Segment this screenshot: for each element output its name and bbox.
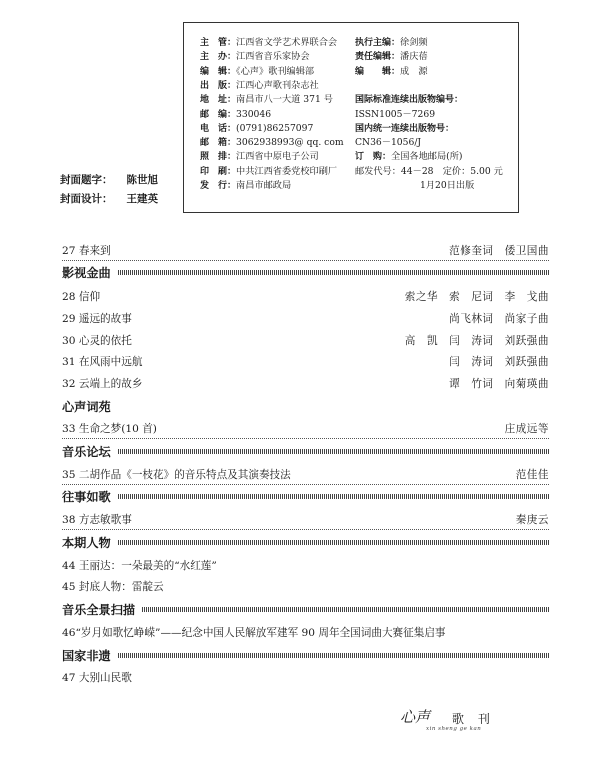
masthead-row	[200, 51, 310, 63]
masthead-label: 出 版：	[200, 80, 237, 91]
masthead-value: 江西省文学艺术界联合会	[236, 37, 338, 48]
section-music-panorama	[62, 601, 549, 619]
section-title: 音乐论坛	[62, 443, 117, 461]
toc-entry-46[interactable]	[62, 626, 549, 640]
section-title: 国家非遗	[62, 647, 117, 665]
toc-title: 45 封底人物：雷靛云	[62, 581, 164, 593]
section-rule	[62, 270, 549, 275]
masthead-label: 地 址：	[200, 95, 237, 106]
section-past-as-song	[62, 488, 549, 506]
masthead-row	[200, 94, 333, 106]
section-title: 音乐全景扫描	[62, 601, 141, 619]
masthead-label: 国内统一连续出版物号：	[355, 123, 455, 134]
logo-pinyin: xin sheng ge kan	[426, 726, 482, 732]
toc-authors: 庄成远等	[504, 423, 549, 435]
toc-title: 31 在风雨中远航	[62, 356, 143, 368]
toc-entry-33[interactable]	[62, 422, 549, 439]
masthead-value: 南昌市八一大道 371 号	[236, 94, 333, 106]
masthead-label: 发 行：	[200, 181, 237, 191]
masthead-value: 1月20日出版	[420, 180, 475, 191]
toc-title: 28 信仰	[62, 291, 101, 303]
toc-title: 30 心灵的依托	[62, 335, 132, 347]
section-rule	[62, 449, 549, 454]
masthead-row	[355, 66, 428, 78]
toc-entry-45[interactable]	[62, 580, 549, 594]
section-rule	[62, 540, 549, 545]
masthead-row	[200, 109, 271, 121]
masthead-label: 电 话：	[200, 123, 237, 134]
masthead-row	[355, 51, 428, 63]
masthead-value: 徐剑频	[400, 37, 428, 48]
masthead-value: 成 源	[400, 65, 428, 77]
masthead-value: 3062938993@ qq. com	[236, 137, 344, 149]
masthead-row	[200, 37, 337, 49]
toc-entry-27[interactable]	[62, 244, 549, 261]
masthead-label: 主 办：	[200, 52, 237, 63]
section-music-forum	[62, 443, 549, 461]
masthead-label: 主 管：	[200, 38, 237, 48]
toc-entry-28[interactable]	[62, 290, 549, 304]
section-national-heritage	[62, 647, 549, 665]
toc-title: 33 生命之梦(10 首)	[62, 423, 157, 435]
toc-authors: 尚飞林词 尚家子曲	[449, 313, 549, 325]
logo-name: 歌 刊	[452, 712, 495, 726]
masthead-row	[355, 123, 454, 135]
toc-entry-30[interactable]	[62, 334, 549, 348]
masthead-value: 潘庆蓓	[400, 51, 428, 63]
toc-title: 27 春来到	[62, 245, 111, 257]
masthead-value: 中共江西省委党校印刷厂	[236, 165, 338, 177]
section-title: 往事如歌	[62, 488, 117, 506]
toc-entry-32[interactable]	[62, 377, 549, 391]
toc-title: 32 云端上的故乡	[62, 378, 143, 390]
toc-authors: 秦庚云	[515, 514, 549, 526]
credit-value: 陈世旭	[126, 174, 158, 186]
masthead-label: 邮 编：	[200, 109, 237, 120]
masthead-row	[355, 37, 428, 49]
masthead-label: 订 购：	[355, 152, 392, 163]
masthead-label: 执行主编：	[355, 38, 401, 48]
toc-authors: 高 凯 闫 涛词 刘跃强曲	[404, 335, 549, 347]
section-lyrics-garden	[62, 398, 549, 416]
masthead-box	[183, 22, 519, 213]
toc-authors: 谭 竹词 向菊瑛曲	[449, 378, 549, 390]
toc-entry-29[interactable]	[62, 312, 549, 326]
masthead-row	[200, 151, 319, 163]
section-title: 心声词苑	[62, 398, 117, 416]
toc-title: 47 大别山民歌	[62, 672, 132, 684]
toc-authors: 范佳佳	[515, 469, 549, 481]
masthead-value: 江西心声歌刊杂志社	[236, 79, 319, 91]
section-rule	[62, 494, 549, 499]
section-title: 影视金曲	[62, 264, 117, 282]
masthead-value: 全国各地邮局(所)	[391, 151, 463, 163]
magazine-logo	[400, 704, 520, 744]
masthead-value: 江西省音乐家协会	[236, 51, 310, 63]
cover-design-credit	[60, 191, 158, 206]
toc-entry-31[interactable]	[62, 355, 549, 369]
logo-script: 心声	[400, 708, 431, 726]
toc-title: 38 方志敏歌事	[62, 514, 132, 526]
masthead-value: 南昌市邮政局	[236, 180, 292, 191]
masthead-row	[355, 151, 463, 163]
masthead-label: 邮 箱：	[200, 138, 237, 149]
masthead-row	[200, 80, 319, 92]
masthead-row	[200, 166, 337, 178]
section-rule	[62, 653, 549, 658]
toc-authors: 索之华 索 尼词 李 戈曲	[404, 291, 549, 303]
masthead-row	[355, 109, 435, 121]
masthead-label: 编 辑：	[200, 66, 237, 77]
toc-authors: 范修奎词 倭卫国曲	[449, 245, 549, 257]
masthead-value: (0791)86257097	[236, 122, 314, 134]
masthead-row	[200, 66, 314, 78]
toc-entry-35[interactable]	[62, 468, 549, 485]
toc-title: 29 遥远的故事	[62, 313, 132, 325]
masthead-label: 国际标准连续出版物编号：	[355, 95, 464, 106]
toc-title: 35 二胡作品《一枝花》的音乐特点及其演奏技法	[62, 469, 291, 481]
masthead-value: 《心声》歌刊编辑部	[236, 65, 315, 77]
masthead-row	[200, 180, 291, 192]
toc-title: 46“岁月如歌忆峥嵘”——纪念中国人民解放军建军 90 周年全国词曲大赛征集启事	[62, 627, 446, 639]
toc-entry-38[interactable]	[62, 513, 549, 530]
masthead-value: 330046	[236, 108, 272, 120]
section-title: 本期人物	[62, 534, 117, 552]
masthead-row	[200, 123, 313, 135]
cover-calligraphy-credit	[60, 172, 158, 187]
masthead-label: 照 排：	[200, 152, 237, 163]
toc-entry-44[interactable]	[62, 559, 549, 573]
credit-label: 封面设计：	[60, 193, 113, 205]
section-film-tv-songs	[62, 264, 549, 282]
masthead-label: 编 辑：	[355, 66, 401, 77]
masthead-label: 印 刷：	[200, 166, 237, 177]
credit-label: 封面题字：	[60, 174, 113, 186]
masthead-row	[355, 137, 421, 149]
masthead-label: 责任编辑：	[355, 52, 401, 63]
toc-entry-47[interactable]	[62, 671, 549, 685]
masthead-value: 江西省中原电子公司	[236, 151, 319, 163]
masthead-value: ISSN1005－7269	[355, 108, 436, 120]
toc-authors: 闫 涛词 刘跃强曲	[449, 356, 549, 368]
masthead-row	[355, 94, 463, 106]
masthead-value: CN36－1056/J	[355, 137, 422, 149]
toc-title: 44 王丽达：一朵最美的“水红莲”	[62, 560, 217, 572]
masthead-row	[420, 180, 474, 192]
credit-value: 王建英	[126, 193, 158, 205]
masthead-row	[355, 166, 503, 178]
masthead-value: 邮发代号：44－28 定价：5.00 元	[355, 165, 503, 177]
section-featured-people	[62, 534, 549, 552]
masthead-row	[200, 137, 344, 149]
